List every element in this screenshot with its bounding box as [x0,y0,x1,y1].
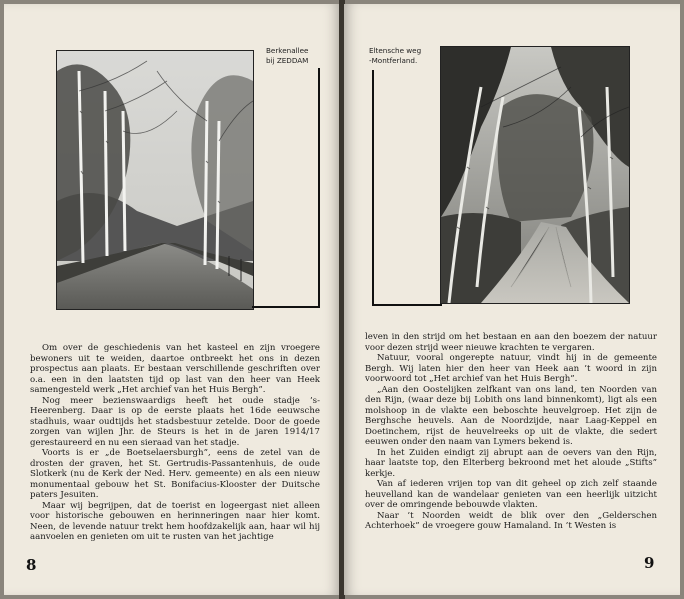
paragraph: In het Zuiden eindigt zij abrupt aan de oevers van den Rijn, haar laatste top, den Elterberg bekroond met het aloude „Stifts” kerkje. [365,447,657,479]
paragraph: Om over de geschiedenis van het kasteel en zijn vroegere bewoners uit te weiden, daartoe ontbreekt het ons in dezen prospectus aan plaats. Er bestaan verschillende geschriften over o.a. een in den laatsten tijd op last van den heer van Heek samengesteld werk „Het archief van het Huis Bergh”. [30,343,320,395]
frame-rule [252,306,320,308]
frame-rule [372,304,442,306]
body-text [30,343,320,543]
page-number: 8 [26,556,37,574]
eltensche-weg-photo [440,46,630,304]
paragraph: Voorts is er „de Boetselaersburgh”, eens de zetel van de drosten der graven, het St. Gertrudis-Passantenhuis, de oude Slotkerk (nu de Kerk der Ned. Herv. gemeente) en als een nieuw monumentaal gebouw het St. Bonifacius-Klooster der Duitsche paters Jesuiten. [30,448,320,500]
frame-rule [318,68,320,308]
paragraph: Nog meer bezienswaardigs heeft het oude stadje ’s-Heerenberg. Daar is op de eerste plaats het 16de eeuwsche stadhuis, waar oudtijds het stadsbestuur zetelde. Door de goede zorgen van wijlen Jhr. de Steurs is het in de jaren 1914/17 gerestaureerd en nu een sieraad van het stadje. [30,395,320,448]
paragraph: Naar ’t Noorden weidt de blik over den „Gelderschen Achterhoek” de vroegere gouw Hamaland. In ’t Westen is [365,510,657,531]
page-number: 9 [644,554,655,572]
paragraph: leven in den strijd om het bestaan en aan den boezem der natuur voor dezen strijd weer nieuwe krachten te vergaren. [365,332,657,353]
frame-rule [372,70,374,306]
caption-line: Eltensche weg [369,46,422,55]
caption-line: Berkenallee [266,46,309,55]
left-page [4,4,340,595]
body-text [365,332,657,532]
paragraph: Natuur, vooral ongerepte natuur, vindt hij in de gemeente Bergh. Wij laten hier den heer van Heek aan ’t woord in zijn voorwoord tot „Het archief van het Huis Bergh”. [365,353,657,384]
caption-line: bij ZEDDAM [266,56,309,65]
birch-avenue-photo [56,50,254,310]
paragraph: „Aan den Oostelijken zelfkant van ons land, ten Noorden van den Rijn, (waar deze bij Lobith ons land binnenkomt), ligt als een molshoop in de vlakte een beboschte heuvelgroep. Het zijn de Berghsche heuvels. Aan de Noordzijde, naar Laag-Keppel en Doetinchem, rijst de heuvelreeks op uit de vlakte, die sedert eeuwen onder den naam van Lymers bekend is. [365,384,657,447]
right-page [344,4,680,595]
photo-caption [266,46,308,66]
paragraph: Maar wij begrijpen, dat de toerist en logeergast niet alleen voor historische gebouwen en herinneringen naar hier komt. Neen, de levende natuur trekt hem hoofdzakelijk aan, haar wil hij aanvoelen en genieten om uit te rusten van het jachtige [30,500,320,542]
caption-line: -Montferland. [369,56,418,65]
paragraph: Van af iederen vrijen top van dit geheel op zich zelf staande heuvelland kan de wandelaar genieten van een heerlijk uitzicht over de omringende bebouwde vlakten. [365,479,657,510]
photo-caption [369,46,421,66]
